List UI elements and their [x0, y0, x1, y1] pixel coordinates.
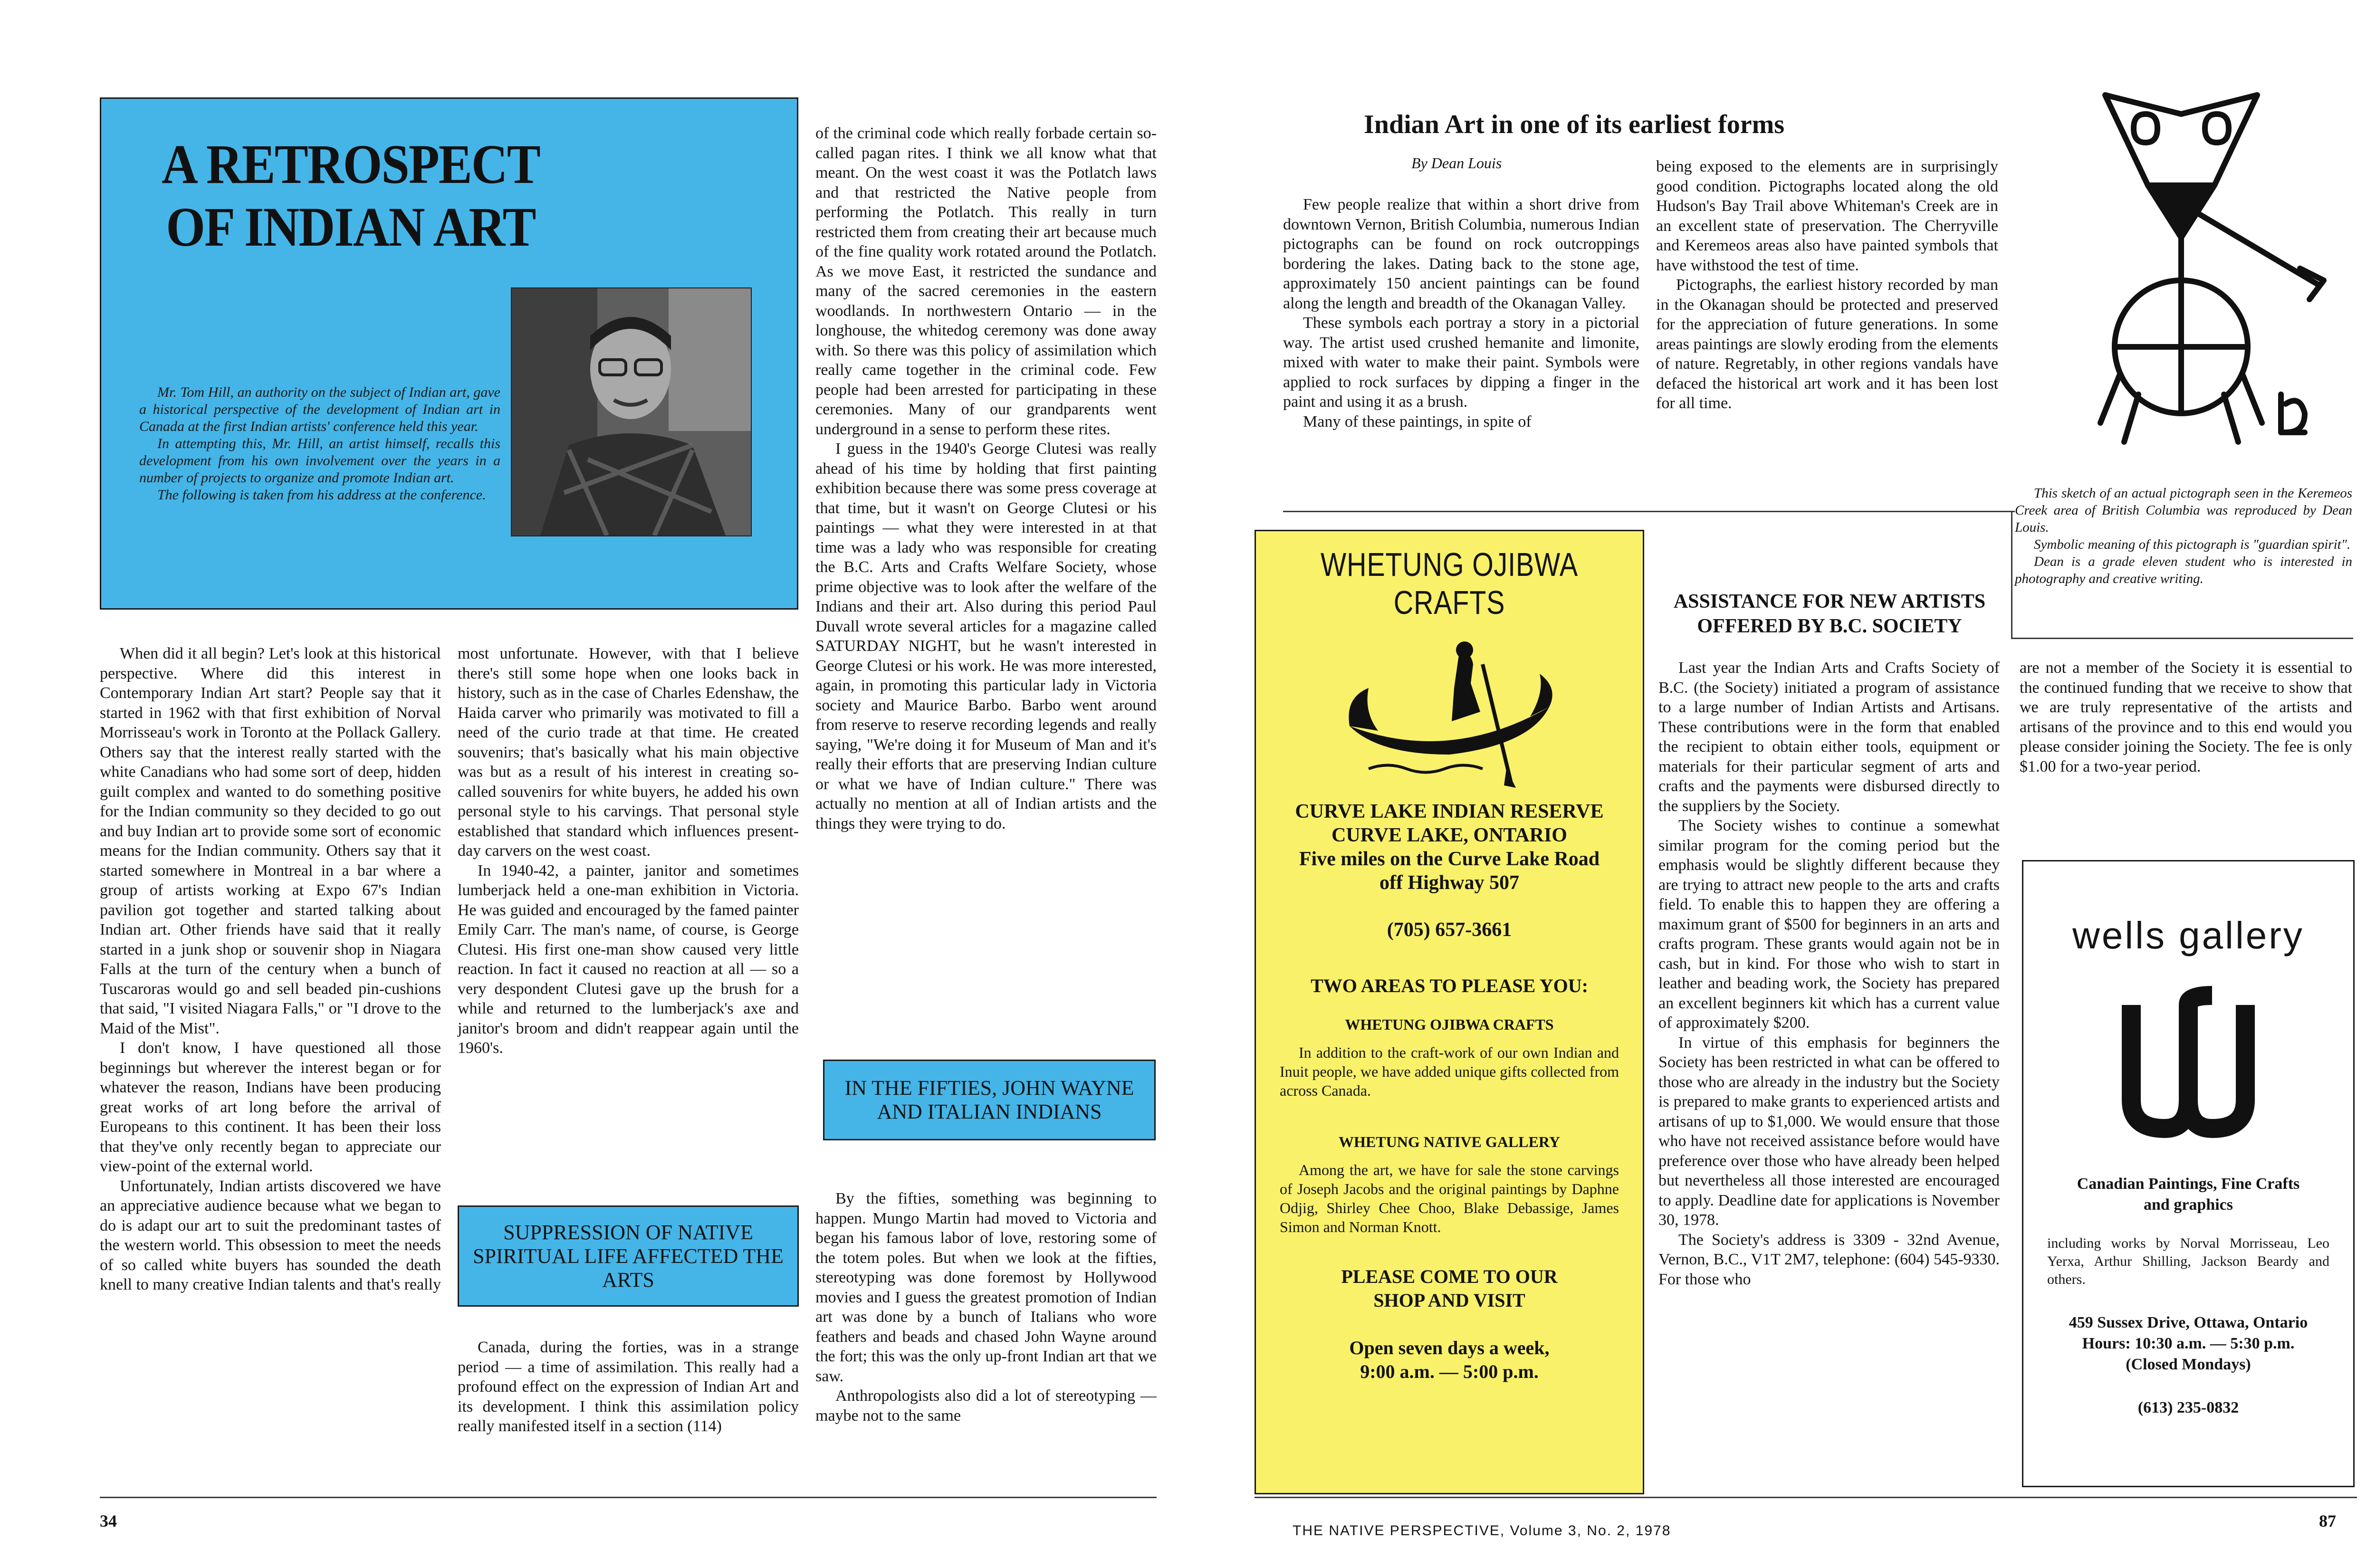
article-title: A RETROSPECT OF INDIAN ART [162, 133, 540, 258]
whetung-ad: WHETUNG OJIBWA CRAFTS CURVE LAKE INDIAN RESERVE CURVE LAKE, ONTARIO Five miles on the Curve Lake Road off Highway 507 (705) 657-3661 TWO AREAS TO PLEASE YOU: WHETUNG OJIBWA CRAFTS In addition to the craft-work of our own Indian and Inuit people, we have added unique gifts collected from across Canada. WHETUNG NATIVE GALLERY Among the art, we have for sale the stone carvings of Joseph Jacobs and the original paintings by Daphne Odjig, Shirley Chee Choo, Blake Debassige, James Simon and Norman Knott. PLEASE COME TO OUR SHOP AND VISIT Open seven days a week, 9:00 a.m. — 5:00 p.m. [1255, 530, 1644, 1494]
right-column-1 [1283, 195, 1639, 431]
caption-rule [2011, 511, 2012, 639]
paragraph: of the criminal code which really forbade certain so-called pagan rites. I think we all know what that meant. On the west coast it was the Potlatch laws and that restricted the Native people from performing the Potlatch. This really in turn restricted them from creating their art because much of the fine quality work rotated around the Potlatch. As we move East, it restricted the sundance and many of the sacred ceremonies in the eastern woodlands. In northwestern Ontario — in the longhouse, the whitedog ceremony was done away with. So there was this policy of assimilation which really came together in the criminal code. Few people had been arrested for participating in these ceremonies. Many of our grandparents went underground in a sense to perform these rites. [815, 124, 1157, 438]
paragraph: Pictographs, the earliest history recorded by man in the Okanagan should be protected and preserved for the appreciation of future generations. In some areas paintings are slowly eroding from the elements of nature. Regretably, in other regions vandals have defaced the historical art work and it has been lost for all time. [1656, 276, 1998, 412]
byline: By Dean Louis [1411, 154, 1502, 172]
paragraph: The Society's address is 3309 - 32nd Avenue, Vernon, B.C., V1T 2M7, telephone: (604) 545-9330. For those who [1658, 1231, 2000, 1288]
assistance-column-2 [2020, 658, 2352, 776]
left-footer-rule [100, 1497, 1157, 1498]
pictograph-sketch [2072, 81, 2328, 461]
paragraph: By the fifties, something was beginning to happen. Mungo Martin had moved to Victoria and began his famous labor of love, restoring some of the totem poles. But when we look at the fifties, stereotyping was done foremost by Hollywood movies and I guess the greatest promotion of Indian art was done by a bunch of Italians who wore feathers and beads and chased John Wayne around the fort; this was the only up-front Indian art that we saw. [815, 1190, 1157, 1385]
left-column-2-lower [458, 1338, 799, 1436]
left-column-1 [100, 644, 441, 1295]
wells-gallery-ad: wells gallery Canadian Paintings, Fine Crafts and graphics including works by Norval Morrisseau, Leo Yerxa, Arthur Shilling, Jackson Beardy and others. 459 Sussex Drive, Ottawa, Ontario Hours: 10:30 a.m. — 5:30 p.m. (Closed Mondays) (613) 235-0832 [2022, 860, 2355, 1487]
page-number-right: 87 [2319, 1511, 2336, 1530]
paragraph: The Society wishes to continue a somewhat similar program for the coming period but the emphasis would be slightly different because they are trying to attract new people to the arts and crafts field. To enable this to happen they are offering a maximum grant of $500 for beginners in an arts and crafts program. These grants would again not be in cash, but in kind. For those who wish to start in leather and beading work, the Society has prepared an excellent beginners kit which has a current value of approximately $200. [1658, 817, 2000, 1032]
paragraph: In virtue of this emphasis for beginners the Society has been restricted in what can be offered to those who are already in the industry but the Society is prepared to make grants to experienced artists and artisans of up to $1,000. We would ensure that those who have not received assistance before would have preference over those who have already been helped but nevertheless all those interested are encouraged to apply. Deadline date for applications is November 30, 1978. [1658, 1033, 2000, 1229]
left-column-2 [458, 644, 799, 1058]
paragraph: Anthropologists also did a lot of stereotyping — maybe not to the same [815, 1387, 1157, 1425]
wells-name: wells gallery [2072, 914, 2304, 956]
title-box [100, 97, 798, 610]
intro-caption: Mr. Tom Hill, an authority on the subject of Indian art, gave a historical perspective of the development of Indian art in Canada at the first Indian artists' conference held this year. In attempting this, Mr. Hill, an artist himself, recalls this development from his own involvement over the years in a number of projects to organize and promote Indian art. The following is taken from his address at the conference. [139, 384, 500, 503]
ad-areas: TWO AREAS TO PLEASE YOU: [1311, 975, 1588, 996]
paragraph: Few people realize that within a short drive from downtown Vernon, British Columbia, numerous Indian pictographs can be found on rock outcroppings bordering the lakes. Dating back to the stone age, approximately 150 ancient paintings can be found along the length and breadth of the Okanagan Valley. [1283, 196, 1639, 312]
right-column-2 [1656, 157, 1998, 413]
paragraph: most unfortunate. However, with that I believe there's still some hope when one looks back in history, such as in the case of Charles Edenshaw, the Haida carver who primarily was motivated to fill a need of the curio trade at that time. He created souvenirs; that's basically what his main objective was but as a result of his interest in creating so-called souvenirs for white buyers, he added his own personal style to his carvings. That personal style established that standard which influences present-day carvers on the west coast. [458, 645, 799, 860]
caption-bottom-rule [2011, 638, 2353, 639]
paragraph: When did it all begin? Let's look at this historical perspective. Where did this interest in Contemporary Indian Art start? People say that it started in 1962 with that first exhibition of Norval Morrisseau's work in Toronto at the Pollack Gallery. Others say that the interest really started with the white Canadians who had some sort of deep, hidden guilt complex and wanted to do something positive for the Indian community so they decided to go out and buy Indian art to provide some sort of economic means for the Indian community. Others say that it started somewhere in Montreal in a bar where a group of artists working at Expo 67's Indian pavilion got together and started talking about Indian art. Other friends have said that it really started in a junk shop or souvenir shop in Niagara Falls at the turn of the century when a bunch of Tuscaroras would go and sell beaded pin-cushions that said, "I visited Niagara Falls," or "I drove to the Maid of the Mist". [100, 645, 441, 1037]
right-top-rule [1283, 511, 2015, 512]
paragraph: I don't know, I have questioned all those beginnings but wherever the interest began or for whatever the reason, Indians have been producing great works of art long before the arrival of Europeans to this continent. It has been their loss that they've only recently began to appreciate our view-point of the external world. [100, 1039, 441, 1175]
paragraph: Unfortunately, Indian artists discovered we have an appreciative audience because what we began to do is adapt our art to suit the predominant tastes of the western world. This obsession to meet the needs of so called white buyers has sounded the death knell to many creative Indian talents and that's really [100, 1177, 441, 1293]
footer-title: THE NATIVE PERSPECTIVE, Volume 3, No. 2, 1978 [1293, 1523, 1671, 1539]
paragraph: In 1940-42, a painter, janitor and sometimes lumberjack held a one-man exhibition in Victoria. He was guided and encouraged by the famed painter Emily Carr. The man's name, of course, is George Clutesi. His first one-man show caused very little reaction. In fact it caused no reaction at all — so a very despondent Clutesi gave up the brush for a while and returned to the lumberjack's axe and janitor's broom and didn't reappear again until the 1960's. [458, 861, 799, 1057]
assistance-heading: ASSISTANCE FOR NEW ARTISTS OFFERED BY B.C. SOCIETY [1673, 591, 1986, 637]
wells-logo-icon [2117, 986, 2260, 1143]
right-article-title: Indian Art in one of its earliest forms [1364, 110, 1785, 139]
paragraph: Last year the Indian Arts and Crafts Society of B.C. (the Society) initiated a program of assistance to a large number of Indian Artists and Artisans. These contributions were in the form that enabled the recipient to obtain either tools, equipment or materials for their particular segment of arts and crafts and the payments were disbursed directly to the suppliers by the Society. [1658, 659, 2000, 815]
left-column-3-lower [815, 1189, 1157, 1425]
page-number-left: 34 [100, 1511, 117, 1530]
left-column-3 [815, 124, 1157, 833]
ad-title: WHETUNG OJIBWA CRAFTS [1321, 546, 1578, 621]
right-footer-rule [1255, 1497, 2357, 1498]
author-photo [511, 287, 752, 536]
assistance-column-1 [1658, 658, 2000, 1289]
paragraph: These symbols each portray a story in a pictorial way. The artist used crushed hemanite and limonite, mixed with water to make their paint. Symbols were applied to rock surfaces by dipping a finger in the paint and using it as a brush. [1283, 314, 1639, 411]
paragraph: being exposed to the elements are in surprisingly good condition. Pictographs located along the old Hudson's Bay Trail above Whiteman's Creek are in an excellent state of preservation. The Cherryville and Keremeos areas also have painted symbols that have withstood the test of time. [1656, 158, 1998, 274]
ad-phone: (705) 657-3661 [1387, 919, 1512, 941]
paragraph: Many of these paintings, in spite of [1303, 412, 1532, 430]
subhead-fifties: IN THE FIFTIES, JOHN WAYNE AND ITALIAN INDIANS [823, 1060, 1156, 1140]
sketch-caption: This sketch of an actual pictograph seen in the Keremeos Creek area of British Columbia was reproduced by Dean Louis. Symbolic meaning of this pictograph is "guardian spirit". Dean is a grade eleven student who is interested in photography and creative writing. [2015, 486, 2352, 586]
subhead-suppression: SUPPRESSION OF NATIVE SPIRITUAL LIFE AFFECTED THE ARTS [458, 1205, 799, 1307]
portrait-image [512, 288, 751, 535]
paragraph: are not a member of the Society it is essential to the continued funding that we receive to show that we are truly representative of the artists and artisans of the province and to this end would you please consider joining the Society. The fee is only $1.00 for a two-year period. [2020, 659, 2352, 775]
canoe-icon [1340, 636, 1559, 788]
paragraph: I guess in the 1940's George Clutesi was really ahead of his time by holding that first painting exhibition because there was some press coverage at that time, but it wasn't on George Clutesi or his paintings — what they were interested in at that time was a lady who was responsible for creating the B.C. Arts and Crafts Welfare Society, whose prime objective was to look after the welfare of the Indians and their art. Also during this period Paul Duvall wrote several articles for a magazine called SATURDAY NIGHT, but he wasn't interested in George Clutesi or his work. He was more interested, again, in promoting this particular lady in Victoria society and Maurice Barbo. Barbo went around from reserve to reserve recording legends and really saying, "We're doing it for Museum of Man and it's really their efforts that are preserving Indian culture or what we have of Indian culture." There was actually no mention at all of Indian artists and the things they were trying to do. [815, 440, 1157, 832]
paragraph: Canada, during the forties, was in a strange period — a time of assimilation. This really had a profound effect on the expression of Indian Art and its development. I think this assimilation policy really manifested itself in a section (114) [458, 1339, 799, 1435]
